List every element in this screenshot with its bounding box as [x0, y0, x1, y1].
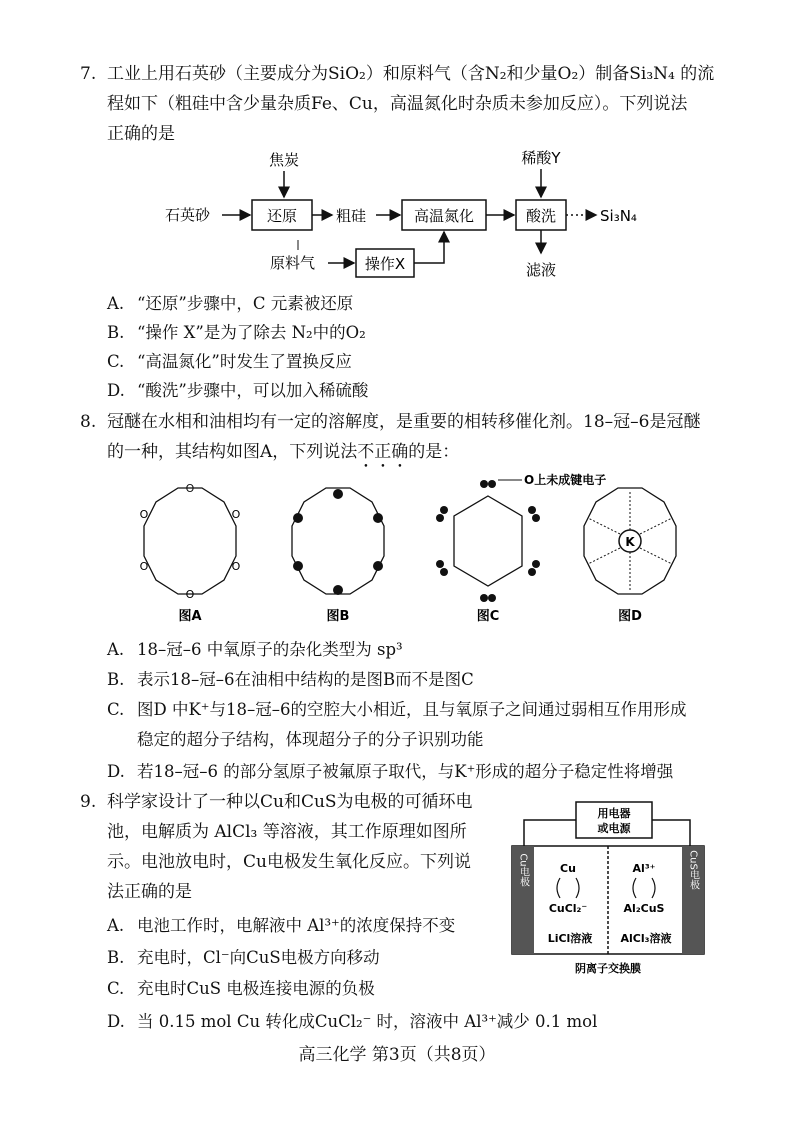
q9-battery-diagram [508, 800, 723, 980]
svg-text:AlCl₃溶液: AlCl₃溶液 [620, 932, 672, 945]
q7-option-d: D. “酸洗”步骤中，可以加入稀硫酸 [107, 381, 369, 400]
figure-c [436, 472, 606, 624]
q8-option-a: A. 18–冠–6 中氧原子的杂化类型为 sp³ [107, 640, 403, 659]
svg-text:或电源: 或电源 [597, 822, 631, 835]
flow-opx: 操作X [364, 255, 406, 273]
svg-text:Cu电极: Cu电极 [517, 853, 529, 887]
flow-product: Si₃N₄ [600, 207, 637, 225]
q7-stem-line1: 工业上用石英砂（主要成分为SiO₂）和原料气（含N₂和少量O₂）制备Si₃N₄ 的流 [107, 64, 715, 84]
caption-d: 图D [618, 609, 642, 624]
membrane-label: 阴离子交换膜 [575, 962, 641, 975]
svg-text:O: O [139, 508, 149, 521]
q8-stem-line2: 的一种，其结构如图A，下列说法不正确的是： [107, 442, 460, 462]
q9-option-d: D. 当 0.15 mol Cu 转化成CuCl₂⁻ 时，溶液中 Al³⁺减少 0.1 mol [107, 1012, 598, 1031]
page-footer: 高三化学 第3页（共8页） [298, 1045, 496, 1065]
flow-crude-si: 粗硅 [336, 207, 367, 225]
svg-text:CuCl₂⁻: CuCl₂⁻ [548, 902, 588, 915]
q9-option-b: B. 充电时，Cl⁻向CuS电极方向移动 [107, 948, 380, 967]
q9-option-a: A. 电池工作时，电解液中 Al³⁺的浓度保持不变 [107, 916, 456, 935]
svg-text:O: O [185, 588, 195, 601]
figure-d [584, 488, 676, 624]
flow-coke: 焦炭 [268, 151, 300, 169]
caption-a: 图A [178, 609, 202, 624]
q8-option-d: D. 若18–冠–6 的部分氢原子被氟原子取代，与K⁺形成的超分子稳定性将增强 [107, 762, 674, 781]
caption-c: 图C [476, 609, 500, 624]
figure-b [292, 488, 384, 624]
q8-option-c-cont: 稳定的超分子结构，体现超分子的分子识别功能 [137, 730, 484, 749]
q9-stem-line3: 示。电池放电时，Cu电极发生氧化反应。下列说 [107, 852, 471, 872]
q9-number: 9. [80, 792, 97, 812]
svg-text:Al³⁺: Al³⁺ [632, 862, 656, 875]
svg-text:用电器: 用电器 [597, 807, 631, 820]
q9-stem-line1: 科学家设计了一种以Cu和CuS为电极的可循环电 [107, 792, 473, 812]
q8-option-b: B. 表示18–冠–6在油相中结构的是图B而不是图C [107, 670, 474, 689]
flow-wash: 酸洗 [525, 207, 557, 225]
svg-text:Al₂CuS: Al₂CuS [623, 902, 665, 915]
q7-option-c: C. “高温氮化”时发生了置换反应 [107, 352, 352, 371]
svg-text:O: O [139, 560, 149, 573]
q8-figures [120, 468, 700, 630]
q8-option-c: C. 图D 中K⁺与18–冠–6的空腔大小相近，且与氧原子之间通过弱相互作用形成 [107, 700, 687, 719]
q8-emphasis: 不正确 [357, 442, 409, 462]
q8-number: 8. [80, 412, 97, 432]
svg-text:O: O [231, 560, 241, 573]
q9-stem-line4: 法正确的是 [107, 882, 192, 902]
flow-filtrate: 滤液 [525, 261, 557, 279]
flow-nitride: 高温氮化 [413, 207, 475, 225]
flow-quartz: 石英砂 [165, 206, 211, 224]
svg-text:LiCl溶液: LiCl溶液 [547, 932, 593, 945]
flow-raw-gas: 原料气 [270, 254, 316, 272]
lone-pair-note: O上未成键电子 [524, 473, 607, 487]
q7-stem-line2: 程如下（粗硅中含少量杂质Fe、Cu，高温氮化时杂质未参加反应）。下列说法 [107, 94, 688, 114]
figure-a [140, 482, 241, 624]
q9-option-c: C. 充电时CuS 电极连接电源的负极 [107, 979, 375, 998]
flow-acid-y: 稀酸Y [521, 149, 561, 167]
q8-stem-line1: 冠醚在水相和油相均有一定的溶解度，是重要的相转移催化剂。18–冠–6是冠醚 [107, 412, 701, 432]
q7-number: 7. [80, 64, 97, 84]
svg-text:CuS电极: CuS电极 [687, 850, 699, 890]
svg-text:O: O [231, 508, 241, 521]
svg-text:K: K [625, 535, 635, 549]
q7-option-a: A. “还原”步骤中，C 元素被还原 [107, 294, 354, 313]
q7-option-b: B. “操作 X”是为了除去 N₂中的O₂ [107, 323, 366, 342]
q9-stem-line2: 池，电解质为 AlCl₃ 等溶液，其工作原理如图所 [107, 822, 467, 842]
svg-text:Cu: Cu [560, 862, 576, 875]
flow-reduce: 还原 [266, 207, 298, 225]
q7-flowchart [150, 145, 710, 285]
svg-text:O: O [185, 482, 195, 495]
q7-stem-line3: 正确的是 [107, 124, 175, 144]
caption-b: 图B [326, 609, 350, 624]
